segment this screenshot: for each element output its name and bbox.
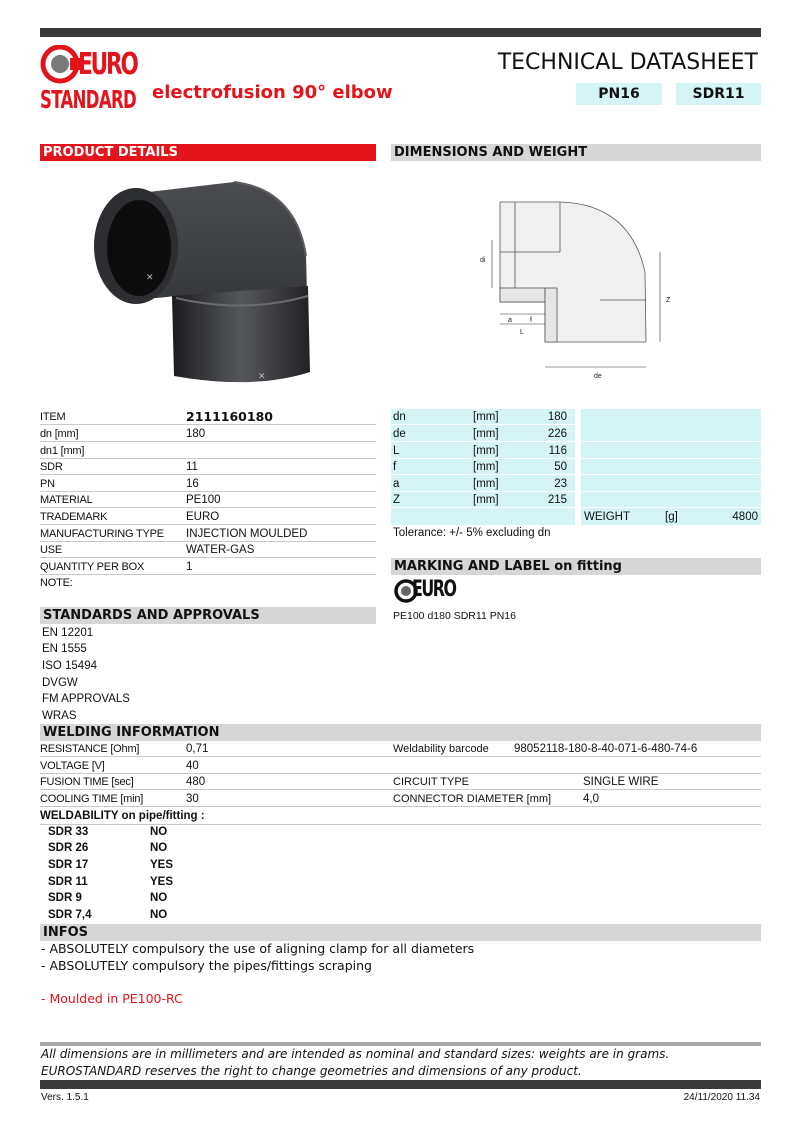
table-row: RESISTANCE [Ohm] 0,71 Weldability barcode 98052118-180-8-40-071-6-480-74-6 bbox=[40, 741, 761, 757]
weldability-title: WELDABILITY on pipe/fitting : bbox=[40, 810, 205, 822]
weldability-divider bbox=[40, 824, 761, 825]
table-row: dn [mm] 180 bbox=[40, 426, 376, 442]
table-row: L [mm] 116 bbox=[391, 443, 575, 459]
table-row: dn [mm] 180 bbox=[391, 409, 575, 425]
table-row: QUANTITY PER BOX 1 bbox=[40, 559, 376, 575]
drawing-label-de: de bbox=[594, 373, 602, 380]
table-row: dn1 [mm] bbox=[40, 443, 376, 459]
table-row: Z [mm] 215 bbox=[391, 492, 575, 508]
table-row: PN 16 bbox=[40, 476, 376, 492]
info-line: - ABSOLUTELY compulsory the pipes/fittings scraping bbox=[41, 958, 372, 973]
weight-value: 4800 bbox=[732, 511, 758, 523]
list-item: EN 12201 bbox=[42, 627, 94, 639]
elbow-dimension-drawing bbox=[470, 192, 680, 384]
footer-date: 24/11/2020 11.34 bbox=[683, 1092, 760, 1103]
table-row: a [mm] 23 bbox=[391, 476, 575, 492]
weld-result: NO bbox=[150, 826, 168, 838]
product-photo bbox=[84, 176, 324, 388]
list-item: FM APPROVALS bbox=[42, 693, 130, 705]
info-line: - ABSOLUTELY compulsory the use of aligning clamp for all diameters bbox=[41, 941, 475, 956]
section-standards: STANDARDS AND APPROVALS bbox=[40, 607, 376, 624]
weld-sdr: SDR 33 bbox=[48, 826, 89, 838]
weld-sdr: SDR 11 bbox=[48, 876, 88, 888]
footer-version: Vers. 1.5.1 bbox=[41, 1092, 89, 1103]
table-row: ITEM 2111160180 bbox=[40, 409, 376, 425]
info-line-red: - Moulded in PE100-RC bbox=[41, 991, 183, 1006]
table-row: NOTE: bbox=[40, 577, 73, 589]
doc-title: TECHNICAL DATASHEET bbox=[497, 50, 758, 75]
drawing-label-f: f bbox=[530, 317, 532, 324]
list-item: WRAS bbox=[42, 710, 77, 722]
weld-result: YES bbox=[150, 876, 174, 888]
weld-sdr: SDR 9 bbox=[48, 892, 82, 904]
item-code: 2111160180 bbox=[186, 409, 273, 424]
drawing-label-di: di bbox=[480, 257, 486, 264]
svg-text:✕: ✕ bbox=[258, 372, 266, 382]
table-row: TRADEMARK EURO bbox=[40, 509, 376, 525]
badge-sdr: SDR11 bbox=[676, 83, 761, 105]
logo-bottom-text: STANDARD bbox=[40, 85, 137, 114]
weld-result: NO bbox=[150, 842, 168, 854]
table-row: COOLING TIME [min] 30 CONNECTOR DIAMETER [mm] 4,0 bbox=[40, 791, 761, 807]
table-row: MANUFACTURING TYPE INJECTION MOULDED bbox=[40, 526, 376, 542]
footer-disclaimer-1: All dimensions are in millimeters and are intended as nominal and standard sizes: weights are in grams. bbox=[41, 1047, 670, 1061]
svg-text:✕: ✕ bbox=[146, 273, 154, 283]
table-row: MATERIAL PE100 bbox=[40, 492, 376, 508]
logo-top-text: EURO bbox=[78, 47, 137, 82]
weld-result: YES bbox=[150, 859, 174, 871]
section-dimensions-weight: DIMENSIONS AND WEIGHT bbox=[391, 144, 761, 161]
weld-result: NO bbox=[150, 892, 168, 904]
weld-sdr: SDR 26 bbox=[48, 842, 89, 854]
weight-row: WEIGHT [g] 4800 bbox=[584, 511, 758, 523]
brand-logo bbox=[40, 45, 140, 113]
list-item: ISO 15494 bbox=[42, 660, 97, 672]
table-row: de [mm] 226 bbox=[391, 426, 575, 442]
weld-result: NO bbox=[150, 909, 168, 921]
footer-disclaimer-2: EUROSTANDARD reserves the right to change geometries and dimensions of any product. bbox=[41, 1064, 582, 1078]
table-row: FUSION TIME [sec] 480 CIRCUIT TYPE SINGLE WIRE bbox=[40, 774, 761, 790]
drawing-label-Z: Z bbox=[666, 297, 671, 304]
section-infos: INFOS bbox=[40, 924, 761, 941]
section-product-details: PRODUCT DETAILS bbox=[40, 144, 376, 161]
elbow-fitting-photo bbox=[84, 176, 324, 388]
bottom-bar bbox=[40, 1080, 761, 1089]
table-row: f [mm] 50 bbox=[391, 459, 575, 475]
badge-pn: PN16 bbox=[576, 83, 662, 105]
weld-sdr: SDR 7,4 bbox=[48, 909, 92, 921]
list-item: DVGW bbox=[42, 677, 78, 689]
table-row: USE WATER-GAS bbox=[40, 542, 376, 558]
section-marking: MARKING AND LABEL on fitting bbox=[391, 558, 761, 575]
top-bar bbox=[40, 28, 761, 37]
table-row: SDR 11 bbox=[40, 459, 376, 475]
section-welding: WELDING INFORMATION bbox=[40, 724, 761, 741]
tolerance-note: Tolerance: +/- 5% excluding dn bbox=[393, 527, 551, 539]
drawing-label-a: a bbox=[508, 317, 512, 324]
drawing-label-L: L bbox=[520, 329, 524, 336]
marking-label: PE100 d180 SDR11 PN16 bbox=[393, 610, 516, 622]
marking-logo: EURO bbox=[394, 578, 466, 604]
table-row: VOLTAGE [V] 40 bbox=[40, 758, 761, 774]
product-title: electrofusion 90° elbow bbox=[152, 82, 393, 103]
weld-sdr: SDR 17 bbox=[48, 859, 89, 871]
technical-drawing bbox=[470, 192, 680, 384]
list-item: EN 1555 bbox=[42, 643, 87, 655]
